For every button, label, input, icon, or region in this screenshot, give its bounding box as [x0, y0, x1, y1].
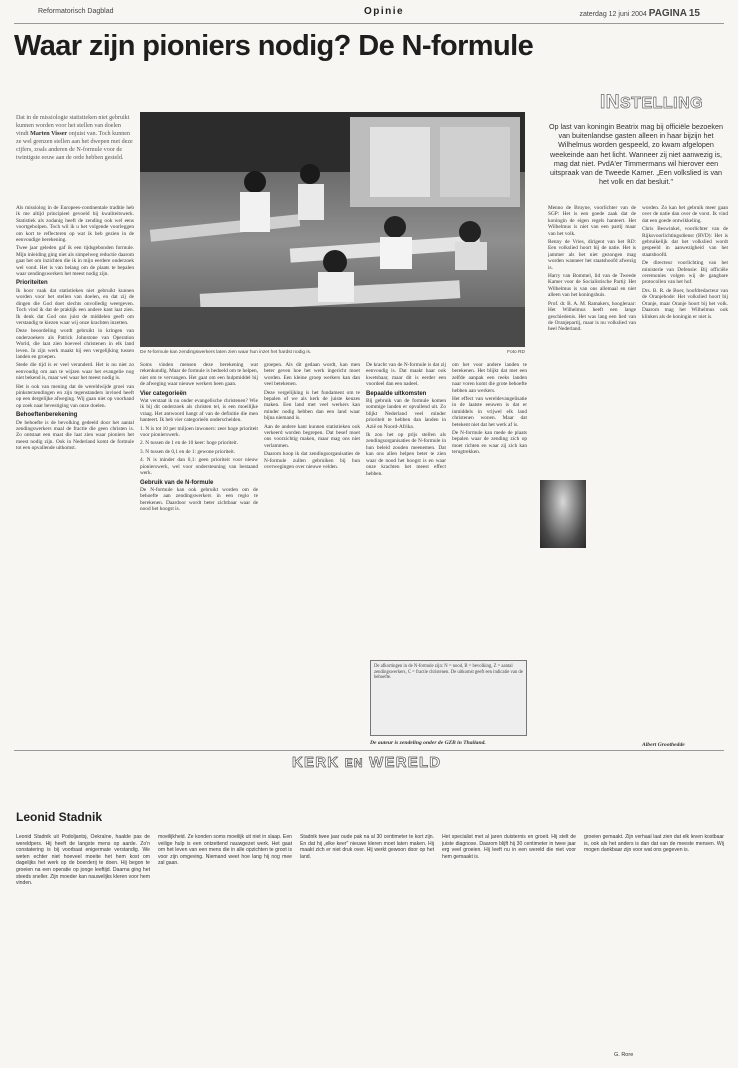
classroom-photo-illustration: [140, 112, 525, 347]
bottom-signoff: G. Rore: [614, 1052, 634, 1058]
header-rule: [14, 23, 724, 24]
bottom-column-4: Het specialist met al jaren duisternis en groeit. Hij stelt de juiste diagnose. Daarom blijft hij 30 centimeter in twee jaar erg veel groeien. Hij leeft nu in een wereld die niet voor hem gemaakt is.: [442, 834, 576, 860]
paragraph: Twee jaar geleden gaf ik een tijdsgebonden formule. Mijn inleiding ging niet als simpelweg reductie daarom gaat het om inzichten die ik in mijn eerdere onderzoek wel vond. Het is van belang om de plaats te bepalen waar zendingswerkers het meest nodig zijn.: [16, 245, 134, 278]
paragraph: Bij gebruik van de formule komen sommige landen er opvallend uit. Zo blijkt Nederland veel minder prioriteit te hebben dan landen in Azië en Noord-Afrika.: [366, 398, 446, 430]
paragraph: Deze beoordeling wordt gebruikt in kringen van onderzoekers als Patrick Johnstone van Operation World, die laat zien hoeveel christenen in elk land leven. In zijn werk maakt hij een vergelijking tussen landen en groepen.: [16, 328, 134, 360]
paragraph: Ik zou het op prijs stellen als zendingsorganisaties de N-formule in hun beleid zouden meenemen. Dat kan ons allen helpen beter te zien waar de nood het hoogst is en waar onze krachten het meest effect hebben.: [366, 432, 446, 477]
paragraph: Aan de andere kant kunnen statistieken ook verkeerd worden begrepen. Dat besef moet ons voorzichtig maken, maar mag ons niet verlammen.: [264, 423, 360, 449]
instelling-logo: INSTELLING: [600, 92, 704, 113]
bottom-column-5: groeien gemaakt. Zijn verhaal laat zien dat elk leven kostbaar is, ook als het anders is dan dat van de meeste mensen. Wij mogen dankbaar zijn voor wat ons gegeven is.: [584, 834, 724, 854]
page-date: zaterdag 12 juni 2004 PAGINA 15: [579, 8, 700, 19]
paragraph: Ik hoor vaak dat statistieken niet gebruikt kunnen worden voor het stellen van doelen, en dat zij de dingen die God doet slechts onvolledig weergeven. Toch vind ik dat de praktijk een andere kant laat zien. Ik denk dat God ons juist de middelen geeft om verstandig te kiezen waar wij onze krachten inzetten.: [16, 287, 134, 326]
paragraph: De behoefte is de bevolking gedeeld door het aantal zendingswerkers maal de fractie die geen christen is. Zo ontstaat een maat die laat zien waar pioniers het meest nodig zijn. Ook in Nederland komt de formule tot een opvallende uitkomst.: [16, 419, 134, 452]
paragraph: Het is ook van mening dat de wereldwijde groei van pinksterzendingen en zijn tegenstanders invloed heeft op een dergelijke afweging. Wij gaan niet op voorhand op zoek naar bevestiging van onze doelen.: [16, 383, 134, 409]
paragraph: Harry van Bommel, lid van de Tweede Kamer voor de Socialistische Partij: Het Wilhelmus is van ons allemaal en niet alleen van het koningshuis.: [548, 273, 636, 299]
article-photo: [140, 112, 525, 347]
photo-credit: Foto RD: [507, 350, 525, 355]
paragraph: De directeur voorlichting van het ministerie van Defensie: Bij officiële ceremonies volgen wij de gangbare protocollen van het hof.: [642, 260, 728, 286]
article-column-3: [264, 362, 360, 747]
paragraph: Prof. dr. B. A. M. Ramakers, hoogleraar: Het Wilhelmus heeft een lange geschiedenis. Het was lang een lied van de Oranjepartij, maar is nu volkslied van heel Nederland.: [548, 300, 636, 333]
newspaper-name: Reformatorisch Dagblad: [38, 8, 114, 15]
article-column-5: [452, 362, 527, 652]
paragraph: De N-formule kan ook gebruikt worden om de behoefte aan zendingswerkers in een regio te berekenen. Daardoor wordt beter zichtbaar waar de nood het hoogst is.: [140, 486, 258, 513]
author-note: De auteur is zendeling onder de GZB in Thailand.: [370, 740, 486, 746]
article-column-1: [16, 205, 134, 745]
opinion-column-1: [548, 205, 636, 745]
paragraph: 4. N is minder dan 0,1: geen prioriteit voor nieuw pionierswerk, wel voor ondersteuning van bestaand werk.: [140, 457, 258, 477]
paragraph: Soms vinden mensen deze berekening wat rekenkundig. Maar de formule is bedoeld om te helpen, niet om te vervangen. Het gaat om een hulpmiddel bij de afweging waar nieuwe werkers heen gaan.: [140, 362, 258, 388]
kerk-en-wereld-logo: KERK EN WERELD: [292, 754, 442, 771]
bottom-column-3: Stadnik twee jaar oude pak na al 30 centimeter te kort zijn. En dat hij „elke keer" nieuwe kleren moet laten maken. Hij maakt zich er niet druk over. Hij werkt gewoon door op het land.: [300, 834, 434, 860]
paragraph: 2. N tussen de 1 en de 10 keer: hoge prioriteit.: [140, 440, 238, 447]
portrait-photo: [540, 480, 586, 548]
column-author-name: Leonid Stadnik: [16, 810, 103, 824]
subheading: Gebruik van de N-formule: [140, 479, 214, 486]
article-column-2: [140, 362, 258, 747]
paragraph: De kracht van de N-formule is dat zij eenvoudig is. Dat maakt haar ook kwetsbaar, maar dit is eerder een voordeel dan een nadeel.: [366, 362, 446, 388]
article-lead: Dat in de missiologie statistieken niet gebruikt kunnen worden voor het stellen van doelen vindt Marten Visser onjuist van. Toch kunnen ze wel grenzen stellen aan het dwepen met deze cijfers, zoals anderen de N-formule voor de twintigste eeuw aan de orde hebben gesteld.: [16, 115, 133, 161]
subheading: Bepaalde uitkomsten: [366, 390, 427, 397]
section-title: Opinie: [364, 6, 405, 17]
paragraph: Daarom hoop ik dat zendingsorganisaties de N-formule zullen gebruiken bij hun overwegingen over nieuwe velden.: [264, 451, 360, 471]
bottom-column-1: Leonid Stadnik uit Podoljantsj, Oekraïne, haalde pas de wereldpers. Hij heeft de langste mens op aarde. Zo'n constatering is bij voorbaat enigermate verstandig. We weten echter niet hoeveel moeite het hem kost om dagelijks het werk op de boerderij te doen. Hij begon te groeien na een operatie op jonge leeftijd. Daarna ging het steeds sneller. Zijn moeder kan nauwelijks kleren voor hem vinden.: [16, 834, 150, 887]
paragraph: 1. N is tot 10 per miljoen inwoners: zeer hoge prioriteit voor pionierswerk.: [140, 425, 258, 439]
subheading: Prioriteiten: [16, 280, 48, 287]
formula-note-box: De afkortingen in de N-formule zijn: N = nood, B = bevolking, Z = aantal zendingswerkers, C = fractie christenen. De uitkomst geeft een indicatie van de behoefte.: [370, 660, 527, 736]
paragraph: 3. N tussen de 0,1 en de 1: gewone prioriteit.: [140, 448, 236, 455]
paragraph: worden. Zo kan het gebruik meer gaan over de natie dan over de vorst. Ik vind dat een goede ontwikkeling.: [642, 205, 728, 224]
paragraph: om het voor andere landen te berekenen. Het blijkt dat met een zelfde aanpak een reeks landen naar voren komt die grote behoefte hebben aan werkers.: [452, 362, 527, 394]
paragraph: Wat verstaat ik nu onder evangelische christenen? Wie ik bij dit onderzoek als christen tel, is een moeilijke vraag. Het antwoord hangt af van de definitie die men hanteert. Ik heb vier categorieën onderscheiden.: [140, 398, 258, 424]
paragraph: Renny de Vries, dirigent van het RD: Een volkslied hoort bij de natie. Het is jammer als het niet gezongen mag worden wanneer het staatshoofd afwezig is.: [548, 239, 636, 271]
headline: Waar zijn pioniers nodig? De N-formule: [14, 30, 534, 62]
paragraph: groepen. Als dit gedaan wordt, kan men beter geven hoe het werk ingericht moet worden. Een kleine groep werkers kan dan veel betekenen.: [264, 362, 360, 388]
opinion-column-2: [642, 205, 728, 745]
subheading: Vier categorieën: [140, 390, 187, 397]
paragraph: Drs. B. R. de Boer, hoofdredacteur van de Oranjebode: Het volkslied hoort bij Oranje, maar Oranje hoort bij het volk. Daarom mag het Wilhelmus ook klinken als de koningin er niet is.: [642, 287, 728, 320]
article-column-4: [366, 362, 446, 652]
paragraph: De N-formule kan mede de plaats bepalen waar de zending zich op moet richten en waar zij zich kan terugtrekken.: [452, 430, 527, 456]
instelling-intro: Op last van koningin Beatrix mag bij officiële bezoeken van buitenlandse gasten alleen in haar bijzijn het Wilhelmus worden gespeeld, zo kwam afgelopen weekeinde aan het licht. Wanneer zij niet aanwezig is, mag dat niet. PvdA'er Timmermans wil hierover een uitspraak van de Tweede Kamer. „Een volkslied is van het volk en dat besluit.": [548, 122, 724, 187]
paragraph: Chris Beswinkel, voorlichter van de Rijksvoorlichtingsdienst (RVD): Het is gebruikelijk dat het volkslied wordt gespeeld in aanwezigheid van het staatshoofd.: [642, 226, 728, 258]
paragraph: Als missiolog in de Europees-continentale traditie heb ik me altijd principieel gevoeld bij kwaliteitswerk. Statistiek als zodanig heeft de zending ook wel eens voortgeholpen. Toch wil ik u het volgende voorleggen om kort te reflecteren op wat ik heb gezien in de eenvoudige berekening.: [16, 205, 134, 244]
paragraph: Menno de Bruyne, voorlichter van de SGP: Het is een goede zaak dat de koningin de eigen regels hanteert. Het Wilhelmus is niet van een partij maar van het volk.: [548, 205, 636, 237]
instelling-signoff: Albert Groothedde: [642, 742, 685, 748]
subheading: Behoeftenberekening: [16, 412, 78, 419]
section-rule: [14, 750, 724, 751]
page-header: [14, 6, 724, 22]
bottom-column-2: moeilijkheid. Ze konden soms moeilijk uit niet in slaap. Een veilige hulp is een ontzettend nauwgezet werk. Het gaat om het leven van een mens die in alle opzichten te groot is voor zijn omgeving. Niemand weet hoe lang hij nog mee zal gaan.: [158, 834, 292, 867]
photo-caption: De N-formule kan zendingswerkers laten zien waar hun inzet het hardst nodig is. Foto RD: [140, 350, 525, 355]
paragraph: Deze vergelijking is het fundament om te bepalen of we als kerk de juiste keuzes maken. Een land met veel werkers kan minder nodig hebben dan een land waar bijna niemand is.: [264, 389, 360, 422]
paragraph: Het effect van wereldevangelisatie in de laatste eeuwen is dat er inmiddels in vrijwel elk land christenen wonen. Maar dat betekent niet dat het werk af is.: [452, 396, 527, 428]
paragraph: Stede die tijd is er veel veranderd. Het is nu niet zo eenvoudig om aan te wijzen waar het evangelie nog niet bekend is, maar wel waar het meest nodig is.: [16, 362, 134, 382]
